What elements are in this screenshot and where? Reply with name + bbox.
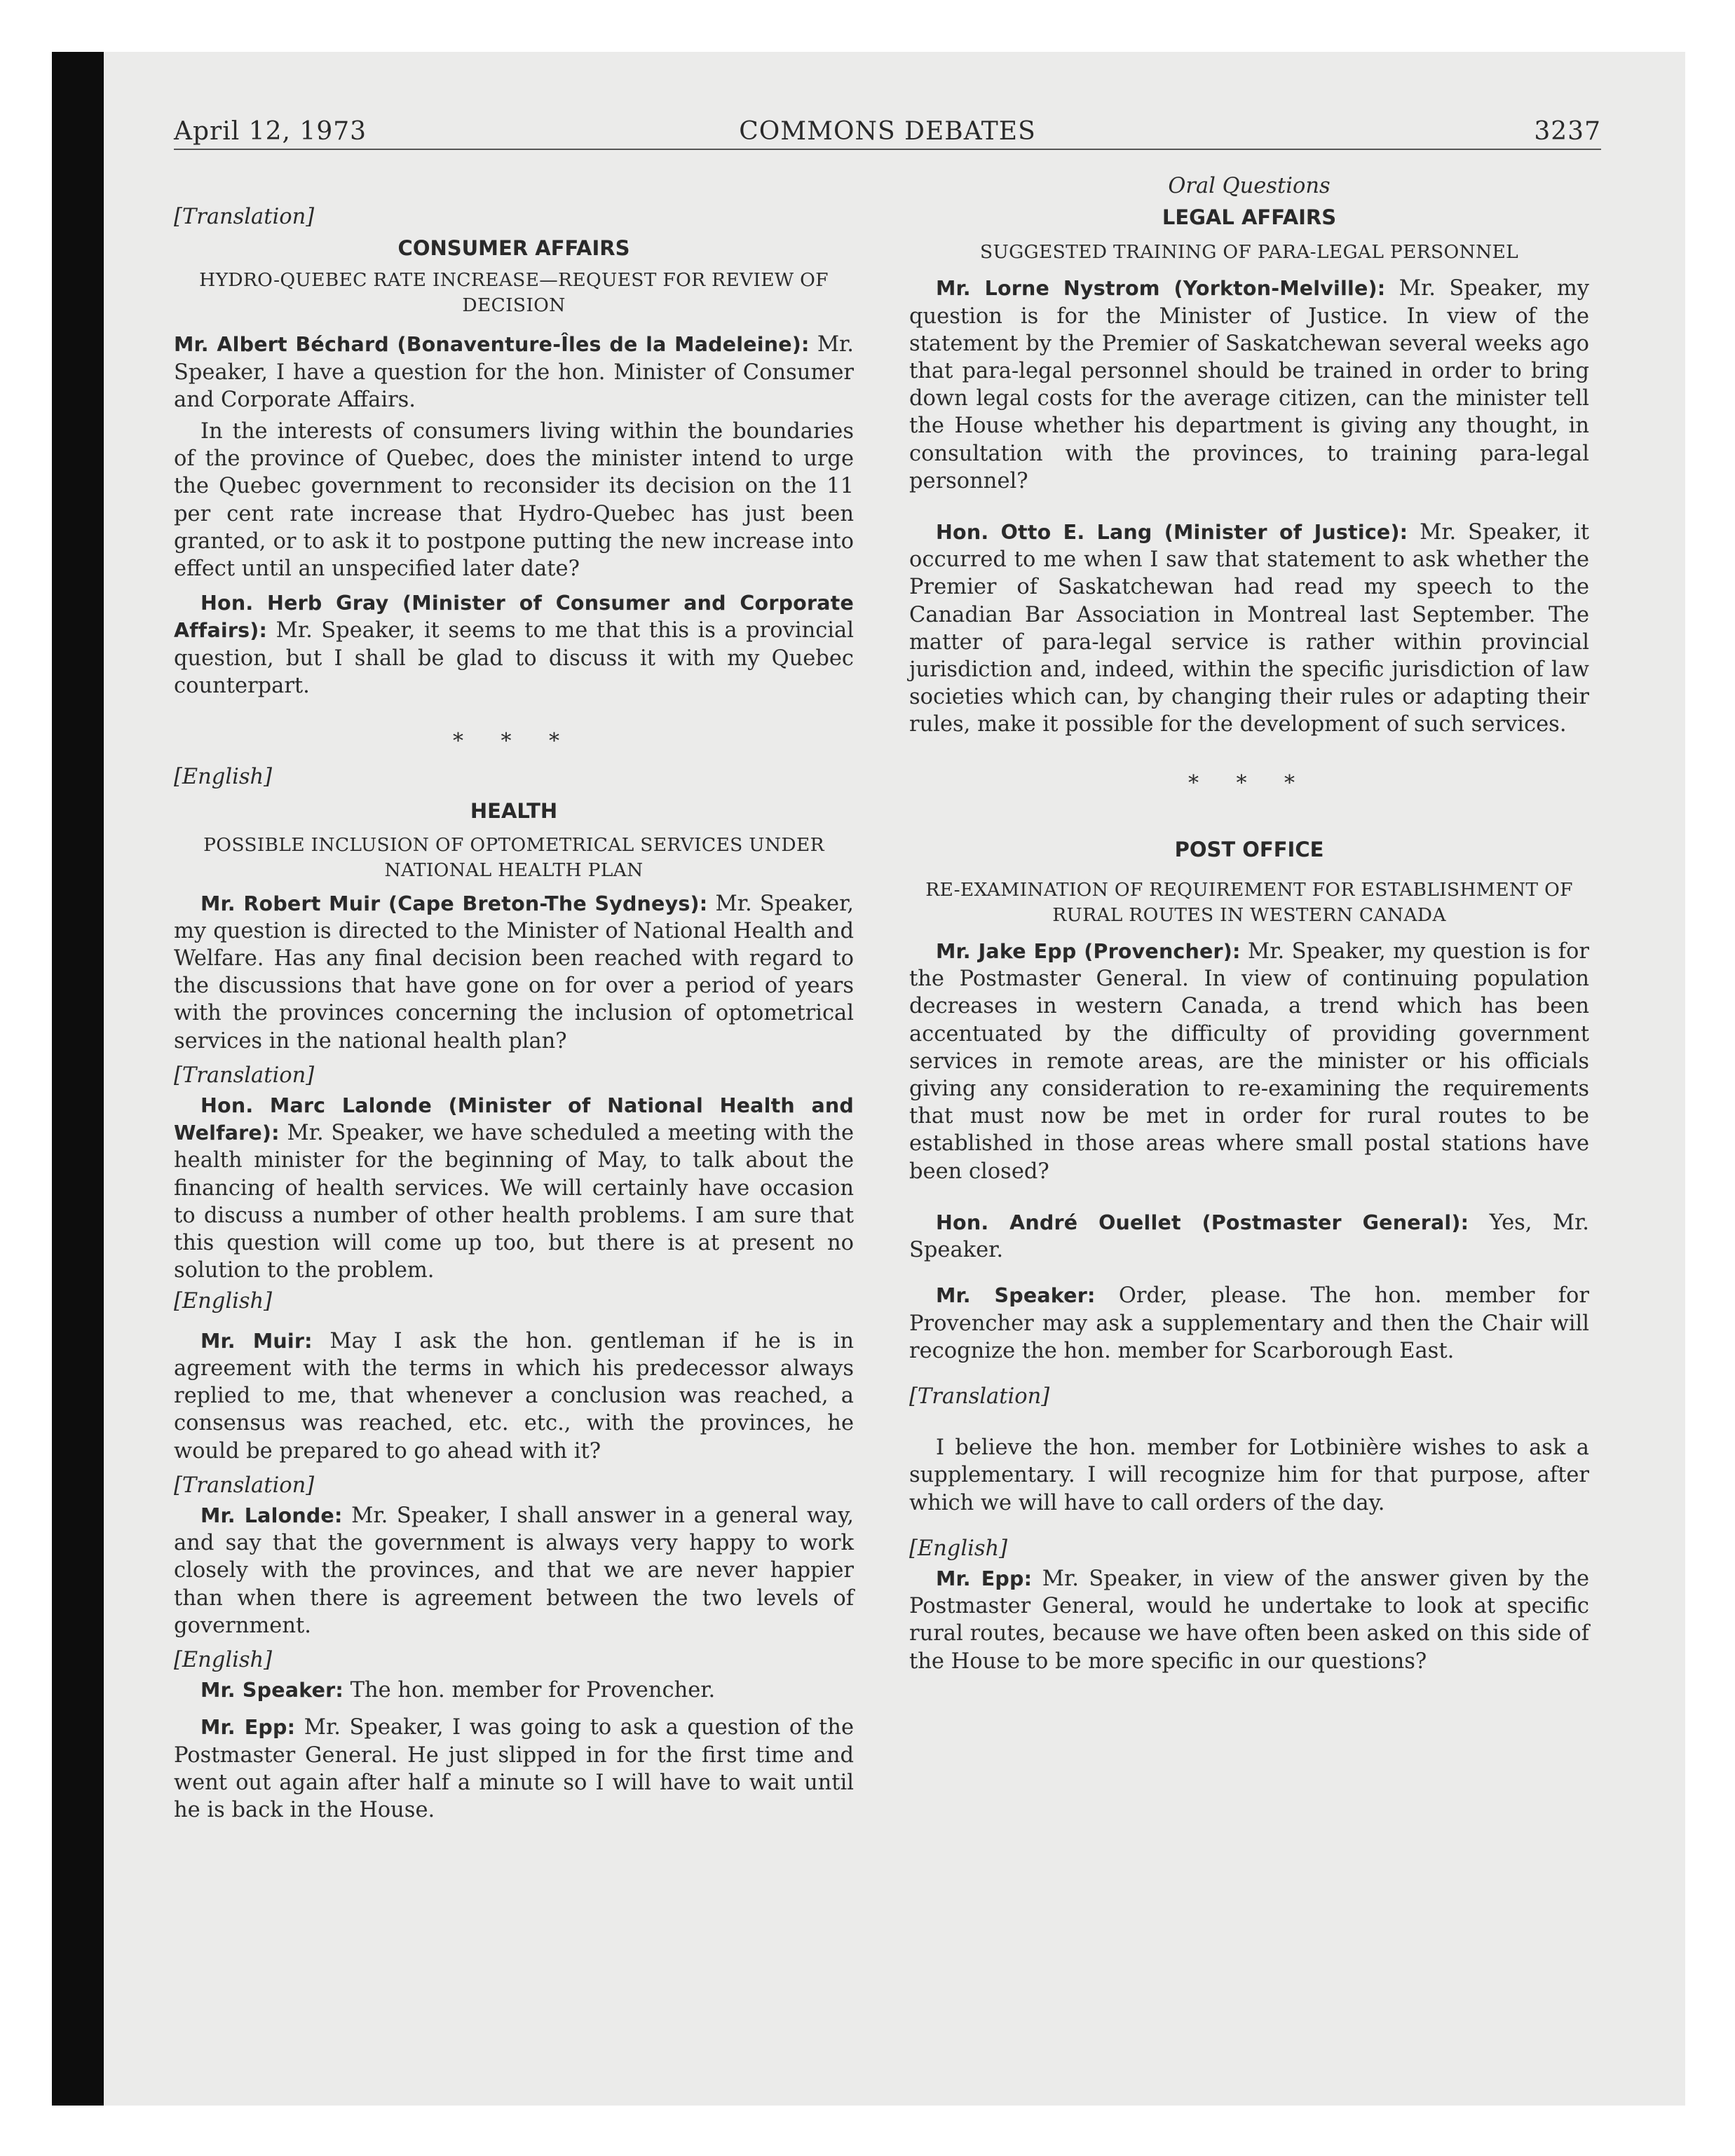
subheading-hydro-quebec: HYDRO-QUEBEC RATE INCREASE—REQUEST FOR REVIEW OF DECISION [199, 269, 829, 317]
speech-gray [174, 589, 854, 700]
speech-lotbiniere: I believe the hon. member for Lotbinière wishes to ask a supplementary. I will recognize him for that purpose, after which we will have to call orders of the day. [909, 1435, 1589, 1515]
speaker-name: Hon. Marc Lalonde (Minister of National Health and Welfare): [174, 1094, 854, 1145]
section-heading-health: HEALTH [470, 799, 558, 824]
speech-speaker-order [909, 1282, 1589, 1365]
section-heading-post-office: POST OFFICE [1174, 837, 1324, 861]
header-title: COMMONS DEBATES [739, 117, 1036, 146]
section-separator: * * * [1188, 770, 1311, 796]
header-page-number: 3237 [1534, 117, 1601, 146]
speaker-name: Mr. Speaker: [936, 1284, 1096, 1308]
speech-muir [174, 890, 854, 1055]
language-note: [English] [174, 1288, 273, 1314]
speech-text: Mr. Speaker, my question is for the Postmaster General. In view of continuing population decreases in western Canada, a trend which has been accentuated by the difficulty of providing government services in remote areas, are the minister or his officials giving any consideration to re-examining the requirements that must now be met in order for rural routes to be established in those areas where small postal stations have been closed? [909, 939, 1589, 1184]
speech-nystrom [909, 275, 1589, 495]
section-heading-legal-affairs: LEGAL AFFAIRS [1162, 205, 1337, 230]
section-heading-consumer-affairs: CONSUMER AFFAIRS [397, 236, 630, 261]
speech-ouellet [909, 1209, 1589, 1264]
header-date: April 12, 1973 [174, 117, 367, 146]
speech-text: May I ask the hon. gentleman if he is in agreement with the terms in which his predecessor always replied to me, that whenever a conclusion was reached, a consensus was reached, etc. etc., with the provinces, he would be prepared to go ahead with it? [174, 1328, 854, 1464]
speaker-name: Mr. Muir: [200, 1329, 313, 1353]
speaker-name: Mr. Lorne Nystrom (Yorkton-Melville): [936, 277, 1386, 301]
speech-epp [174, 1714, 854, 1824]
speech-bechard-continued: In the interests of consumers living within the boundaries of the province of Quebec, does the minister intend to urge the Quebec government to reconsider its decision on the 11 per cent rate increase that Hydro-Quebec has just been granted, or to ask it to postpone putting the new increase into effect until an unspecified later date? [174, 419, 854, 582]
language-note: [Translation] [174, 1063, 315, 1088]
language-note: [Translation] [174, 205, 315, 229]
speech-text: Mr. Speaker, I was going to ask a question of the Postmaster General. He just slipped in for the first time and went out again after half a minute so I will have to wait until he is back in the House. [174, 1715, 854, 1822]
subheading-rural-routes: RE-EXAMINATION OF REQUIREMENT FOR ESTABLISHMENT OF RURAL ROUTES IN WESTERN CANADA [925, 879, 1573, 927]
speaker-name: Mr. Speaker: [200, 1679, 343, 1703]
speech-epp-provencher [909, 938, 1589, 1185]
subheading-para-legal: SUGGESTED TRAINING OF PARA-LEGAL PERSONNEL [980, 241, 1518, 264]
speech-text: Mr. Speaker, we have scheduled a meeting with the health minister for the beginning of May, to talk about the financing of health services. We will certainly have occasion to discuss a number of other health problems. I am sure that this question will come up too, but there is at present no solution to the problem. [174, 1121, 854, 1283]
speech-text: Mr. Speaker, it occurred to me when I saw that statement to ask whether the Premier of Saskatchewan had read my speech to the Canadian Bar Association in Montreal last September. The matter of para-legal service is rather within provincial jurisdiction and, indeed, within the specific jurisdiction of law societies which can, by changing their rules or adapting their rules, make it possible for the development of such services. [909, 520, 1589, 737]
language-note: [Translation] [909, 1384, 1050, 1409]
speech-muir-followup [174, 1328, 854, 1465]
oral-questions-label: Oral Questions [1168, 174, 1331, 198]
right-column [909, 168, 1589, 1675]
page-header [174, 118, 1601, 150]
speaker-name: Mr. Lalonde: [200, 1503, 343, 1527]
speaker-name: Hon. Otto E. Lang (Minister of Justice): [936, 521, 1408, 545]
speaker-name: Hon. Herb Gray (Minister of Consumer and Corporate Affairs): [174, 592, 854, 643]
speaker-name: Mr. Epp: [936, 1567, 1033, 1590]
language-note: [Translation] [174, 1473, 315, 1498]
subheading-optometrical-services: POSSIBLE INCLUSION OF OPTOMETRICAL SERVICES UNDER NATIONAL HEALTH PLAN [203, 833, 824, 881]
speech-text: Mr. Speaker, my question is directed to the Minister of National Health and Welfare. Has any final decision been reached with regard to the discussions that have gone on for over a period of years with the provinces concerning the inclusion of optometrical services in the national health plan? [174, 891, 854, 1053]
speech-text: Mr. Speaker, it seems to me that this is a provincial question, but I shall be glad to discuss it with my Quebec counterpart. [174, 618, 854, 698]
speech-lalonde [174, 1092, 854, 1284]
speech-text: Yes, Mr. Speaker. [909, 1210, 1589, 1263]
speech-text: The hon. member for Provencher. [350, 1678, 716, 1703]
speaker-name: Mr. Jake Epp (Provencher): [936, 940, 1241, 964]
speech-bechard [174, 331, 854, 414]
section-separator: * * * [452, 729, 576, 754]
language-note: [English] [909, 1536, 1008, 1561]
speech-lalonde-followup [174, 1502, 854, 1639]
speech-text: Mr. Speaker, I shall answer in a general way, and say that the government is always very happy to work closely with the provinces, and that we are never happier than when there is agreement between the two levels of government. [174, 1503, 854, 1638]
speech-text: Order, please. The hon. member for Provencher may ask a supplementary and then the Chair will recognize the hon. member for Scarborough East. [909, 1283, 1589, 1363]
binding-edge [52, 52, 104, 2106]
speech-text: Mr. Speaker, in view of the answer given by the Postmaster General, would he undertake to look at specific rural routes, because we have often been asked on this side of the House to be more specific in our questions? [909, 1566, 1589, 1674]
speech-text: Mr. Speaker, I have a question for the hon. Minister of Consumer and Corporate Affairs. [174, 332, 854, 412]
language-note: [English] [174, 1647, 273, 1672]
language-note: [English] [174, 765, 273, 790]
speech-lang [909, 519, 1589, 739]
speech-speaker [174, 1677, 854, 1704]
speaker-name: Mr. Albert Béchard (Bonaventure-Îles de la Madeleine): [174, 333, 810, 357]
speaker-name: Hon. André Ouellet (Postmaster General): [936, 1210, 1469, 1234]
speaker-name: Mr. Epp: [200, 1716, 296, 1740]
speech-text: Mr. Speaker, my question is for the Minister of Justice. In view of the statement by the Premier of Saskatchewan several weeks ago that para-legal personnel should be trained in order to bring down legal costs for the average citizen, can the minister tell the House whether his department is giving any thought, in consultation with the provinces, to training para-legal personnel? [909, 276, 1589, 493]
speaker-name: Mr. Robert Muir (Cape Breton-The Sydneys): [200, 892, 708, 915]
left-column [174, 168, 854, 1824]
speech-epp-followup [909, 1565, 1589, 1675]
